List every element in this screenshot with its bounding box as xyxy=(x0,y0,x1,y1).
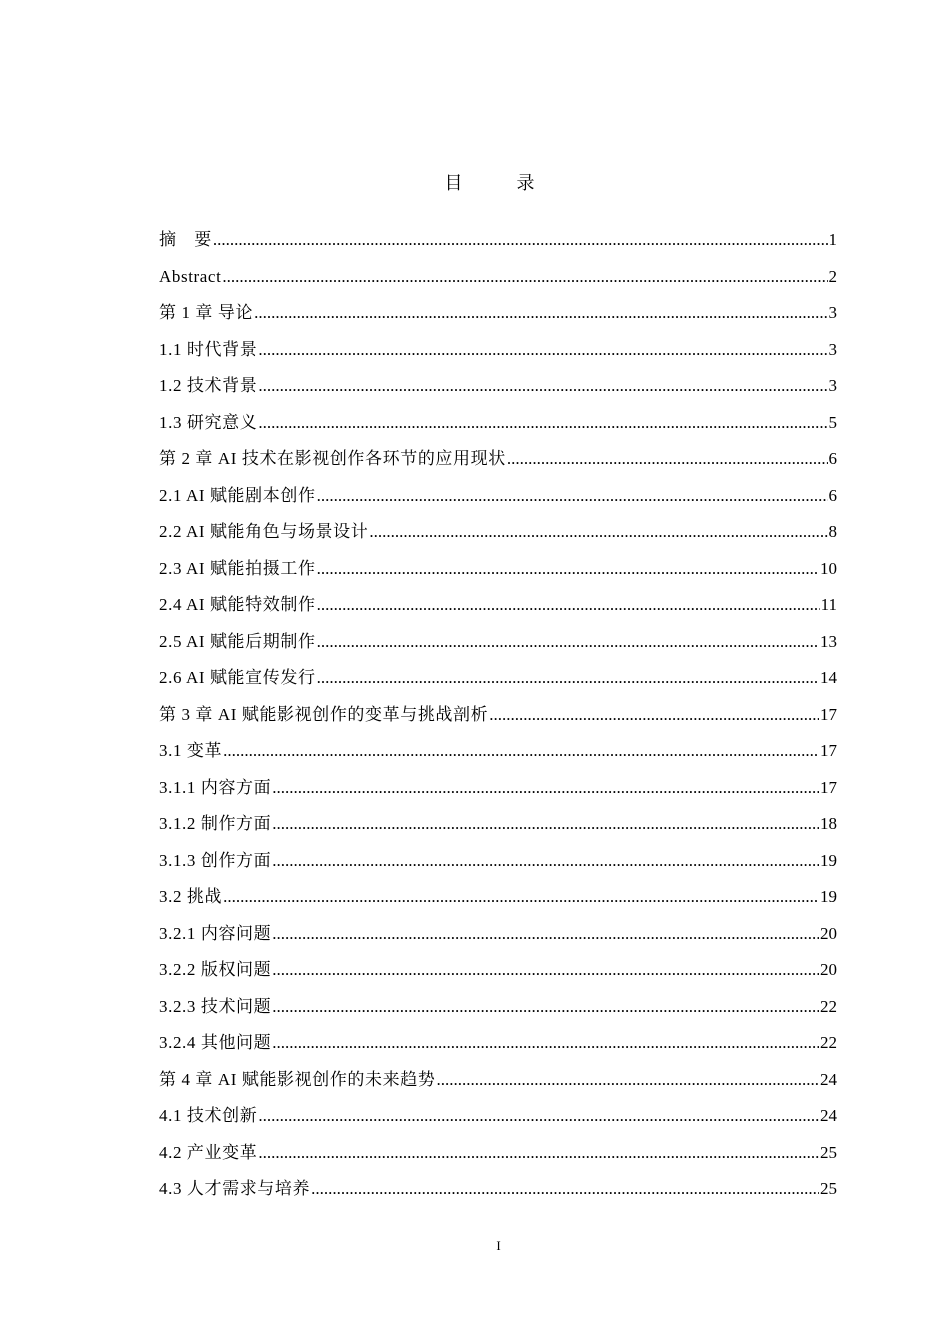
toc-dot-leader xyxy=(222,259,827,296)
toc-entry-title: 2.1 AI 赋能剧本创作 xyxy=(159,485,316,505)
toc-page-number: 13 xyxy=(820,631,837,651)
toc-page-number: 19 xyxy=(820,887,837,906)
toc-entry[interactable] xyxy=(159,989,837,1026)
toc-dot-leader xyxy=(507,441,828,478)
toc-dot-leader xyxy=(489,697,819,734)
toc-page-number: 24 xyxy=(820,1106,837,1125)
toc-entry-title: 3.2.2 版权问题 xyxy=(159,960,272,979)
toc-entry-title: 4.3 人才需求与培养 xyxy=(159,1179,311,1198)
toc-entry-title: 3.1.2 制作方面 xyxy=(159,814,272,833)
toc-entry-title: 3.2.3 技术问题 xyxy=(159,996,272,1016)
toc-page-number: 6 xyxy=(828,485,837,505)
toc-dot-leader xyxy=(272,952,819,989)
toc-dot-leader xyxy=(311,1171,819,1208)
toc-dot-leader xyxy=(223,733,819,770)
toc-entry-title: 1.2 技术背景 xyxy=(159,376,258,395)
toc-entry[interactable] xyxy=(159,952,837,989)
toc-dot-leader xyxy=(254,295,827,332)
toc-dot-leader xyxy=(272,916,819,953)
toc-page-number: 24 xyxy=(820,1069,837,1089)
toc-entry-title: 3.1.3 创作方面 xyxy=(159,850,272,870)
toc-dot-leader xyxy=(369,514,827,551)
toc-dot-leader xyxy=(258,1135,819,1172)
toc-entry-title: 第 2 章 AI 技术在影视创作各环节的应用现状 xyxy=(159,449,506,468)
toc-page-number: 3 xyxy=(828,376,837,395)
toc-entry[interactable] xyxy=(159,222,837,259)
toc-page-number: 14 xyxy=(820,668,837,687)
toc-entry[interactable] xyxy=(159,1171,837,1208)
toc-page-number: 8 xyxy=(828,522,837,541)
toc-page-number: 17 xyxy=(820,741,837,760)
toc-page-number: 25 xyxy=(820,1142,837,1162)
toc-dot-leader xyxy=(272,843,819,880)
toc-dot-leader xyxy=(436,1062,819,1099)
toc-entry[interactable] xyxy=(159,697,837,734)
toc-page-number: 22 xyxy=(820,996,837,1016)
toc-page-number: 19 xyxy=(820,850,837,870)
toc-entry-title: 2.5 AI 赋能后期制作 xyxy=(159,631,316,651)
toc-entry[interactable] xyxy=(159,441,837,478)
toc-entry[interactable] xyxy=(159,806,837,843)
toc-dot-leader xyxy=(317,660,819,697)
toc-page-number: 20 xyxy=(820,960,837,979)
toc-entry[interactable] xyxy=(159,916,837,953)
toc-entry[interactable] xyxy=(159,405,837,442)
toc-page-number: 17 xyxy=(820,704,837,724)
toc-entry-title: 摘 要 xyxy=(159,230,212,249)
toc-entry[interactable] xyxy=(159,514,837,551)
toc-entry[interactable] xyxy=(159,478,837,515)
page-number-footer: I xyxy=(496,1238,501,1253)
toc-page-number: 2 xyxy=(828,266,837,286)
toc-page-number: 3 xyxy=(828,303,837,322)
toc-dot-leader xyxy=(317,587,820,624)
toc-page-number: 11 xyxy=(820,595,837,614)
toc-entry-title: 1.3 研究意义 xyxy=(159,412,258,432)
toc-entry-title: 3.1 变革 xyxy=(159,741,223,760)
toc-entry-title: 3.1.1 内容方面 xyxy=(159,777,272,797)
toc-entry-title: Abstract xyxy=(159,266,222,286)
toc-entry[interactable] xyxy=(159,332,837,369)
toc-entry[interactable] xyxy=(159,624,837,661)
toc-entry-title: 3.2.4 其他问题 xyxy=(159,1033,272,1052)
toc-dot-leader xyxy=(258,332,827,369)
toc-entry[interactable] xyxy=(159,660,837,697)
toc-dot-leader xyxy=(258,1098,819,1135)
toc-entry-title: 第 1 章 导论 xyxy=(159,303,254,322)
toc-page-number: 17 xyxy=(820,777,837,797)
toc-page-number: 6 xyxy=(828,449,837,468)
toc-entry-title: 第 4 章 AI 赋能影视创作的未来趋势 xyxy=(159,1069,436,1089)
table-of-contents xyxy=(159,222,837,1208)
toc-dot-leader xyxy=(317,624,819,661)
toc-entry-title: 2.3 AI 赋能拍摄工作 xyxy=(159,558,316,578)
toc-entry-title: 4.2 产业变革 xyxy=(159,1142,258,1162)
toc-entry[interactable] xyxy=(159,1098,837,1135)
toc-entry-title: 2.4 AI 赋能特效制作 xyxy=(159,595,316,614)
toc-page-number: 22 xyxy=(820,1033,837,1052)
toc-entry[interactable] xyxy=(159,1062,837,1099)
toc-page-number: 10 xyxy=(820,558,837,578)
toc-page-number: 3 xyxy=(828,339,837,359)
toc-dot-leader xyxy=(272,806,819,843)
toc-entry[interactable] xyxy=(159,551,837,588)
toc-entry[interactable] xyxy=(159,368,837,405)
toc-dot-leader xyxy=(317,478,828,515)
toc-entry-title: 2.2 AI 赋能角色与场景设计 xyxy=(159,522,369,541)
toc-dot-leader xyxy=(272,1025,819,1062)
toc-entry-title: 1.1 时代背景 xyxy=(159,339,258,359)
toc-dot-leader xyxy=(272,989,819,1026)
toc-page-number: 5 xyxy=(828,412,837,432)
toc-entry[interactable] xyxy=(159,843,837,880)
toc-entry[interactable] xyxy=(159,295,837,332)
toc-dot-leader xyxy=(272,770,819,807)
toc-entry[interactable] xyxy=(159,259,837,296)
toc-entry-title: 4.1 技术创新 xyxy=(159,1106,258,1125)
toc-dot-leader xyxy=(213,222,828,259)
toc-entry[interactable] xyxy=(159,879,837,916)
toc-dot-leader xyxy=(258,368,827,405)
toc-entry-title: 第 3 章 AI 赋能影视创作的变革与挑战剖析 xyxy=(159,704,489,724)
toc-entry[interactable] xyxy=(159,587,837,624)
toc-entry-title: 3.2 挑战 xyxy=(159,887,223,906)
toc-page-number: 1 xyxy=(828,230,837,249)
toc-entry[interactable] xyxy=(159,770,837,807)
toc-entry-title: 3.2.1 内容问题 xyxy=(159,923,272,943)
toc-page-number: 20 xyxy=(820,923,837,943)
toc-dot-leader xyxy=(258,405,827,442)
toc-dot-leader xyxy=(223,879,819,916)
toc-entry[interactable] xyxy=(159,733,837,770)
toc-entry-title: 2.6 AI 赋能宣传发行 xyxy=(159,668,316,687)
toc-entry[interactable] xyxy=(159,1135,837,1172)
toc-entry[interactable] xyxy=(159,1025,837,1062)
toc-page-number: 25 xyxy=(820,1179,837,1198)
page-title: 目 录 xyxy=(444,173,553,193)
toc-dot-leader xyxy=(317,551,819,588)
toc-page-number: 18 xyxy=(820,814,837,833)
